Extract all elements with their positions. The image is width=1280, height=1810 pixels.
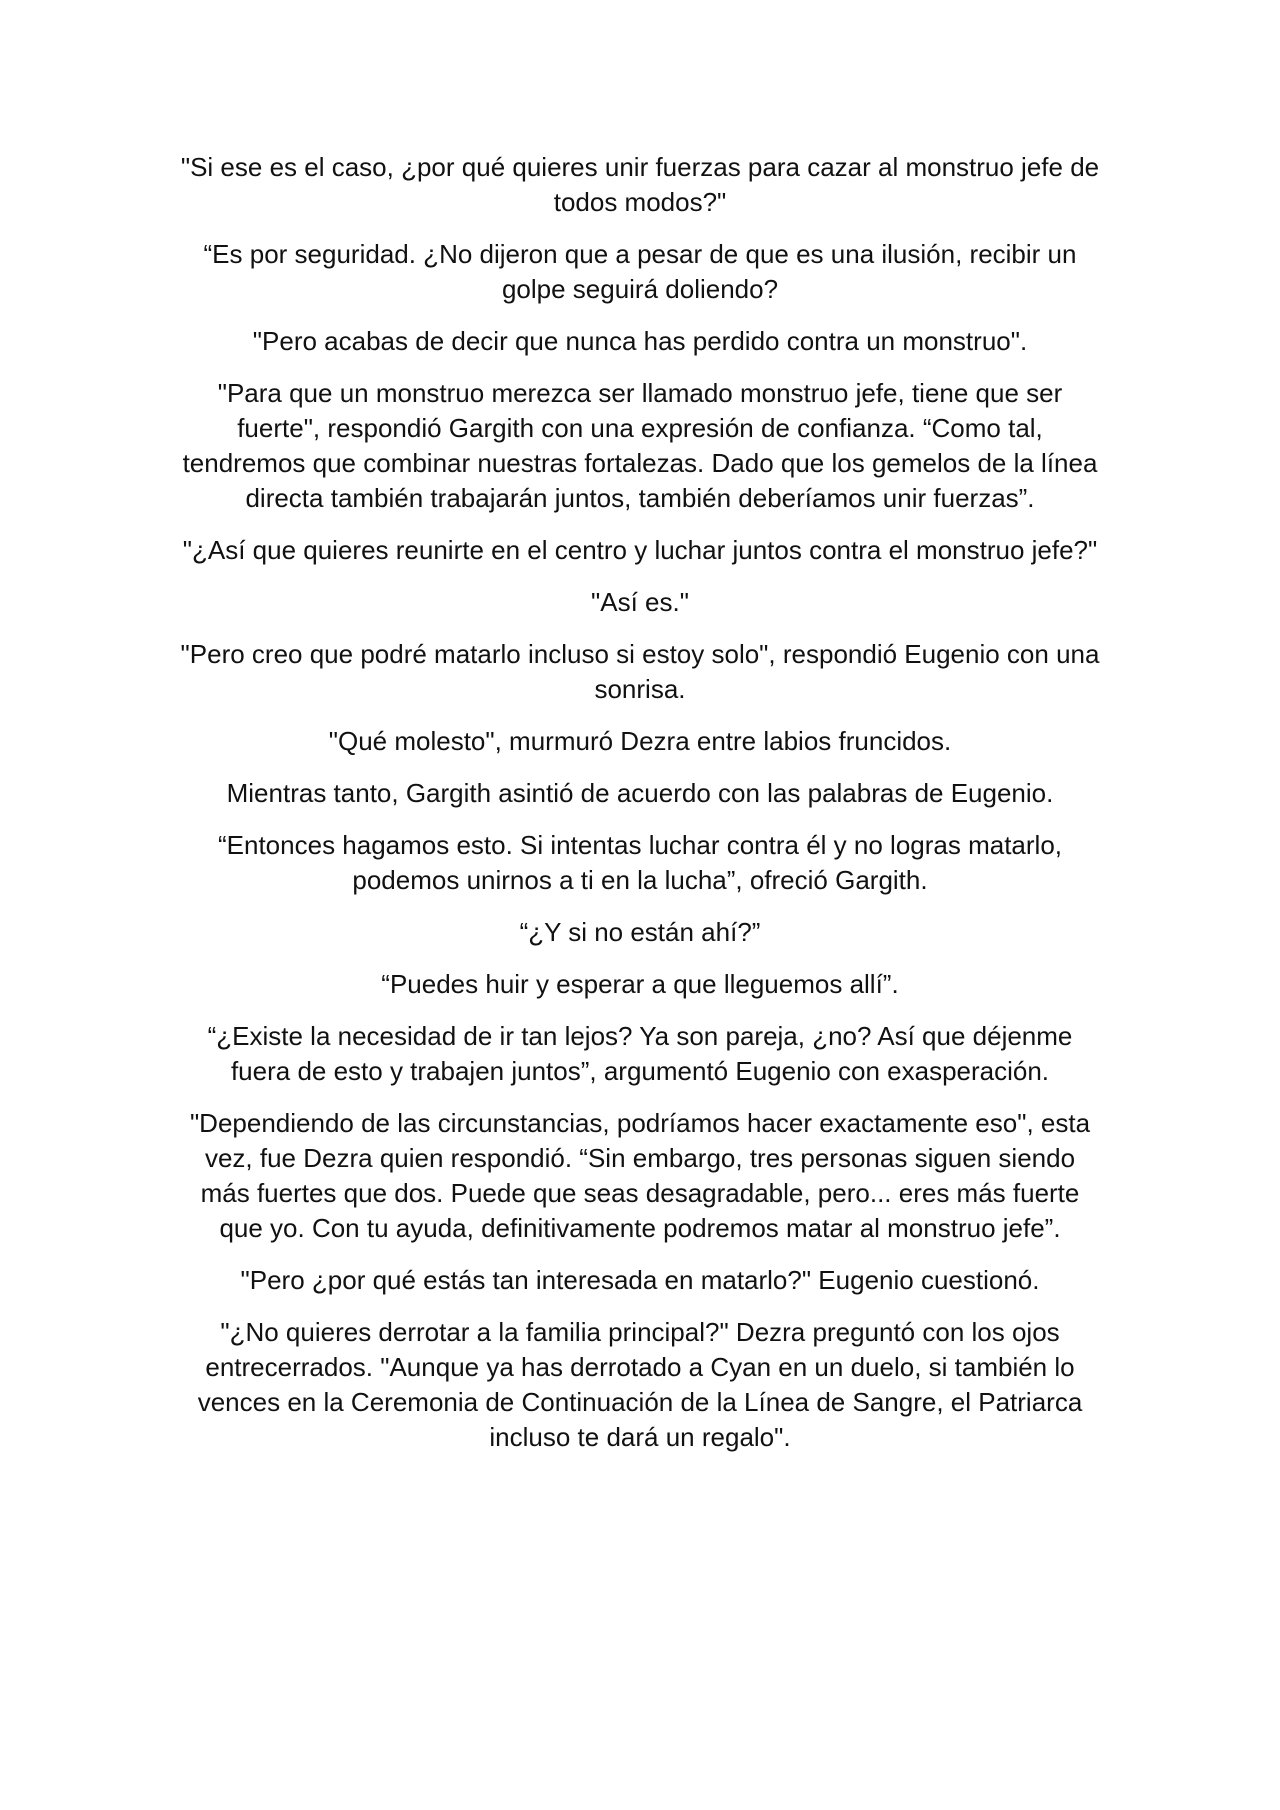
paragraph: "Pero ¿por qué estás tan interesada en matarlo?" Eugenio cuestionó.: [240, 1265, 1040, 1295]
text-body: [180, 150, 1100, 1472]
paragraph: Mientras tanto, Gargith asintió de acuerdo con las palabras de Eugenio.: [226, 778, 1054, 808]
paragraph: "Dependiendo de las circunstancias, podríamos hacer exactamente eso", esta vez, fue Dezra quien respondió. “Sin embargo, tres personas siguen siendo más fuertes que dos. Puede que seas desagradable, pero... eres más fuerte que yo. Con tu ayuda, definitivamente podremos matar al monstruo jefe”.: [189, 1108, 1091, 1243]
paragraph: "Pero acabas de decir que nunca has perdido contra un monstruo".: [252, 326, 1028, 356]
paragraph: "Qué molesto", murmuró Dezra entre labios fruncidos.: [328, 726, 952, 756]
paragraph: "Si ese es el caso, ¿por qué quieres unir fuerzas para cazar al monstruo jefe de todos modos?": [180, 152, 1100, 217]
paragraph: “Puedes huir y esperar a que lleguemos allí”.: [381, 969, 899, 999]
paragraph: "¿No quieres derrotar a la familia principal?" Dezra preguntó con los ojos entrecerrados. "Aunque ya has derrotado a Cyan en un duelo, si también lo vences en la Ceremonia de Continuación de la Línea de Sangre, el Patriarca incluso te dará un regalo".: [197, 1317, 1083, 1452]
paragraph: “Entonces hagamos esto. Si intentas luchar contra él y no logras matarlo, podemos unirnos a ti en la lucha”, ofreció Gargith.: [218, 830, 1062, 895]
paragraph: "¿Así que quieres reunirte en el centro y luchar juntos contra el monstruo jefe?": [182, 535, 1098, 565]
paragraph: “Es por seguridad. ¿No dijeron que a pesar de que es una ilusión, recibir un golpe seguirá doliendo?: [203, 239, 1077, 304]
paragraph: "Así es.": [591, 587, 689, 617]
paragraph: "Pero creo que podré matarlo incluso si estoy solo", respondió Eugenio con una sonrisa.: [180, 639, 1100, 704]
paragraph: “¿Existe la necesidad de ir tan lejos? Ya son pareja, ¿no? Así que déjenme fuera de esto y trabajen juntos”, argumentó Eugenio con exasperación.: [207, 1021, 1073, 1086]
paragraph: “¿Y si no están ahí?”: [519, 917, 761, 947]
paragraph: "Para que un monstruo merezca ser llamado monstruo jefe, tiene que ser fuerte", respondió Gargith con una expresión de confianza. “Como tal, tendremos que combinar nuestras fortalezas. Dado que los gemelos de la línea directa también trabajarán juntos, también deberíamos unir fuerzas”.: [182, 378, 1098, 513]
